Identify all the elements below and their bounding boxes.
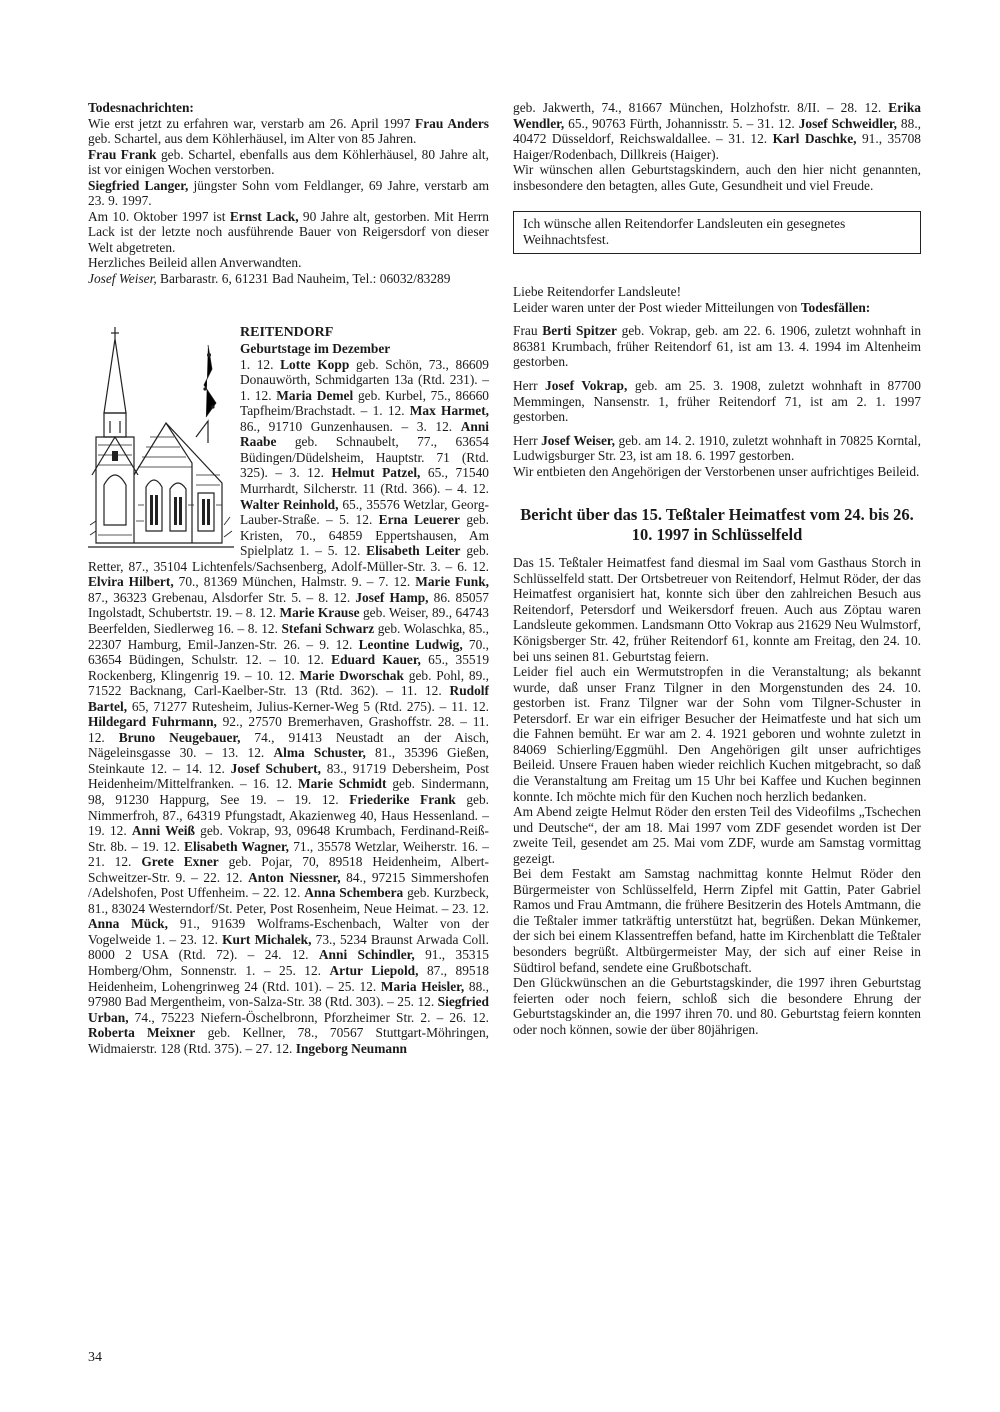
birthday-date: 1. 12.: [240, 387, 277, 403]
left-column: [88, 100, 489, 1056]
birthday-rest: 65, 71277 Rutesheim, Julius-Kerner-Weg 5 (Rtd. 275). –: [127, 698, 452, 714]
birthday-date: 3. 12.: [289, 465, 332, 481]
sympathy-line: Wir entbieten den Angehörigen der Verstorbenen unser aufrichtiges Beileid.: [513, 463, 920, 479]
birthday-name: Marie Schmidt: [297, 776, 387, 792]
birthday-date: 11. 12.: [451, 698, 490, 714]
birthday-rest: geb. Sindermann, 98, 91230 Happurg, See 19. –: [88, 776, 489, 807]
birthday-name: Artur Liepold,: [329, 962, 419, 978]
report-paragraph-1: Das 15. Teßtaler Heimatfest fand diesmal im Saal vom Gasthaus Storch in Schlüsselfeld statt. Der Ortsbetreuer von Reitendorf, Helmut Röder, der das Heimatfest organisiert hat, konnte sich über den zahlreichen Besuch aus Reitendorf, Petersdorf und Weikersdorf freuen. Auch aus Zöptau waren Landsleute gekommen. Landsmann Otto Vokrap aus 21629 Neu Wulmstorf, Königsberger Str. 42, früher Reitendorf 61, konnte am Freitag, den 24. 10. bei uns seinen 81. Geburtstag feiern.: [513, 555, 921, 664]
birthday-date: 13. 12.: [221, 745, 274, 761]
birthday-name: Josef Schweidler,: [798, 115, 897, 131]
birthday-date: 28. 12.: [840, 100, 889, 115]
birthday-date: 25. 12.: [279, 962, 330, 978]
death-notice-weiser: Herr Josef Weiser, geb. am 14. 2. 1910, zuletzt wohnhaft in 70825 Korntal, Ludwigsburger Str. 23, ist am 18. 6. 1997 gestorben.: [513, 432, 921, 464]
birthday-name: Rudolf Bartel,: [88, 683, 489, 714]
birthday-name: Stefani Schwarz: [281, 620, 375, 636]
death-notice-frank: Frau Frank geb. Schartel, ebenfalls aus dem Köhlerhäusel, 80 Jahre alt, ist vor einigen Wochen verstorben.: [88, 146, 490, 178]
birthday-name: Anni Weiß: [131, 823, 195, 839]
death-notices-title: Todesnachrichten:: [88, 100, 194, 115]
birthday-name: Walter Reinhold,: [240, 496, 339, 512]
birthday-name: Alma Schuster,: [273, 745, 366, 761]
birthday-date: 5. 12.: [339, 512, 379, 528]
birthday-date: 26. 12.: [449, 1009, 490, 1025]
birthday-date: 19. 12.: [294, 791, 350, 807]
birthday-rest: geb. Kurbel, 75., 86660 Tapfheim/Brachstadt. –: [240, 387, 489, 419]
birthday-date: 5. 12.: [327, 543, 367, 559]
birthday-name: Elisabeth Wagner,: [184, 838, 290, 854]
birthday-date: 23. 12.: [451, 900, 489, 916]
birthday-name: Roberta Meixner: [88, 1025, 196, 1041]
birthday-rest: geb. Nimmerfroh, 87., 64319 Pfungstadt, Akazienweg 40, Haus Hessenland. –: [88, 791, 490, 823]
birthday-rest: geb. Pohl, 89., 71522 Backnang, Carl-Kaelber-Str. 13 (Rtd. 362). –: [88, 667, 490, 699]
birthday-name: Erika Wendler,: [513, 100, 921, 131]
report-heading: Bericht über das 15. Teßtaler Heimatfest vom 24. bis 26. 10. 1997 in Schlüsselfeld: [520, 505, 914, 545]
birthday-rest: 71., 35578 Wetzlar, Weiherstr. 16. –: [289, 838, 489, 854]
birthday-date: 10. 12.: [256, 667, 300, 683]
birthday-rest: 84., 97215 Simmershofen /Adelshofen, Post Uffenheim. –: [88, 869, 489, 901]
birthday-rest: geb. Vokrap, 93, 09648 Krumbach, Ferdinand-Reiß-Str. 8b. –: [88, 823, 490, 854]
birthday-rest: geb. Kristen, 70., 64859 Eppertshausen, Am Spielplatz 1. –: [240, 512, 490, 559]
birthday-rest: 65., 35519 Rockenberg, Klingenrig 19. –: [88, 652, 490, 683]
birthday-date: 11. 12.: [88, 714, 489, 745]
birthday-date: 6. 12.: [457, 558, 489, 574]
birthday-rest: geb. Retter, 87., 35104 Lichtenfels/Sachsenberg, Adolf-Müller-Str. 3. –: [88, 543, 489, 574]
birthday-date: 8. 12.: [318, 589, 356, 605]
birthday-rest: 88., 40472 Düsseldorf, Reichswaldallee. –: [513, 115, 922, 147]
mail-notice: Leider waren unter der Post wieder Mitteilungen von Todesfällen:: [513, 299, 871, 315]
birthday-name: Leontine Ludwig,: [358, 636, 463, 652]
birthday-name: Friederike Frank: [349, 791, 456, 807]
birthday-date: 25. 12.: [338, 978, 381, 994]
report-paragraph-5: Den Glückwünschen an die Geburtstagskinder, die 1997 ihren Geburtstag feierten oder noch feiern, schloß sich die besondere Ehrung der Geburtstagskinder an, die 1997 ihren 70. und 80. Geburtstag feiern konnten oder noch können, sowie der über 80jährigen.: [513, 975, 921, 1037]
reitendorf-title: REITENDORF: [240, 324, 334, 340]
birthday-rest: geb. Schön, 73., 86609 Donauwörth, Schmidgarten 13a (Rtd. 231). –: [240, 356, 489, 388]
birthday-name: Marie Krause: [279, 605, 360, 621]
birthday-wishes: Wir wünschen allen Geburtstagskindern, auch den hier nicht genannten, insbesondere den betagten, alles Gute, Gesundheit und viel Freude.: [513, 162, 921, 193]
birthday-rest: 73., 5234 Braunst Arwada Coll. 8000 2 USA (Rtd. 72). –: [88, 931, 489, 963]
birthday-date: 10. 12.: [283, 652, 332, 668]
birthday-date: 1. 12.: [372, 403, 410, 419]
birthday-name: Anna Mück,: [88, 916, 168, 932]
birthday-date: 21. 12.: [88, 854, 142, 870]
death-notice-spitzer: Frau Berti Spitzer geb. Vokrap, geb. am 22. 6. 1906, zuletzt wohnhaft in 86381 Krumbach, früher Reitendorf 61, ist am 13. 4. 1994 im Altenheim gestorben.: [513, 323, 922, 370]
birthday-date: 8. 12.: [247, 620, 282, 636]
birthday-name: Maria Demel: [276, 387, 354, 403]
death-notice-vokrap: Herr Josef Vokrap, geb. am 25. 3. 1908, zuletzt wohnhaft in 87700 Memmingen, Nansenstr. 1, früher Reitendorf 71, ist am 2. 1. 1997 gestorben.: [513, 378, 921, 425]
birthday-rest: 87., 36323 Grebenau, Alsdorfer Str. 5. –: [88, 589, 319, 605]
christmas-greeting-box: Ich wünsche allen Reitendorfer Landsleuten ein gesegnetes Weihnachtsfest.: [513, 211, 921, 254]
birthday-rest: geb. Kellner, 78., 70567 Stuttgart-Möhringen, Widmaierstr. 128 (Rtd. 375). –: [88, 1025, 489, 1056]
birthday-date: 1. 12.: [240, 356, 281, 372]
birthday-name: Elisabeth Leiter: [366, 543, 461, 559]
birthday-name: Hildegard Fuhrmann,: [88, 714, 217, 730]
birthday-rest: geb. Kurzbeck, 81., 83024 Westerndorf/St. Peter, Post Rosenheim, Neue Heimat. –: [88, 885, 489, 916]
birthday-rest: 74., 91413 Neustadt an der Aisch, Nägeleinsgasse 30. –: [88, 729, 490, 761]
birthday-rest: geb. Weiser, 89., 64743 Beerfelden, Siedlerweg 16. –: [88, 605, 490, 636]
birthday-date: 16. 12.: [252, 776, 298, 792]
greeting-line: Liebe Reitendorfer Landsleute!: [513, 284, 682, 300]
birthday-date: 7. 12.: [378, 574, 416, 590]
birthday-date: 19. 12.: [142, 838, 185, 854]
birthday-rest: 74., 75223 Niefern-Öschelbronn, Pforzheimer Str. 2. –: [128, 1009, 450, 1025]
birthday-name: Josef Schubert,: [230, 760, 321, 776]
birthday-rest: 88., 97980 Bad Mergentheim, von-Salza-Str. 38 (Rtd. 303). –: [88, 978, 490, 1010]
birthday-name: Lotte Kopp: [280, 356, 350, 372]
right-column: [513, 100, 921, 1037]
birthday-rest: 86., 91710 Gunzenhausen. –: [240, 418, 417, 434]
report-paragraph-4: Bei dem Festakt am Samstag nachmittag konnte Helmut Röder den Bürgermeister von Schlüsselfeld, Herrn Zipfel mit Gattin, Pater Gabriel Ramos und Frau Amtmann, die frühere Besitzerin des Hotels Amtmann, die die Teßtaler immer tatkräftig unterstützt hat, begrüßen. Dekan Münkemer, der sich bei einem Klassentreffen befand, hatte im Kirchenblatt die Teßtaler besonders begrüßt. Altbürgermeister May, der sich auf einer Reise in Südtirol befand, sendete eine Grußbotschaft.: [513, 866, 921, 975]
birthday-rest: 91., 35708 Haiger/Rodenbach, Dillkreis (Haiger).: [513, 131, 922, 162]
birthday-name: Bruno Neugebauer,: [118, 729, 241, 745]
birthday-name: Maria Heisler,: [380, 978, 465, 994]
birthday-name: Eduard Kauer,: [331, 652, 421, 668]
death-notice-anders: Wie erst jetzt zu erfahren war, verstarb am 26. April 1997 Frau Anders geb. Schartel, aus dem Köhlerhäusel, im Alter von 85 Jahren.: [88, 115, 489, 147]
author-signature: Josef Weiser, Barbarastr. 6, 61231 Bad Nauheim, Tel.: 06032/83289: [88, 271, 451, 287]
birthday-date: 22. 12.: [263, 885, 305, 901]
birthday-date: 25. 12.: [397, 994, 438, 1010]
birthday-date: 4. 12.: [457, 481, 489, 497]
birthday-name: Marie Dworschak: [299, 667, 404, 683]
birthday-name: Anton Niessner,: [248, 869, 341, 885]
birthday-rest: 65., 90763 Fürth, Johannisstr. 5. –: [564, 115, 758, 131]
birthday-list-continued: [513, 100, 921, 162]
condolence-line: Herzliches Beileid allen Anverwandten.: [88, 255, 302, 271]
birthday-date: 24. 12.: [264, 947, 319, 963]
birthday-rest: geb. Jakwerth, 74., 81667 München, Holzhofstr. 8/II. –: [513, 100, 841, 115]
birthday-rest: 91., 35315 Homberg/Ohm, Sonnenstr. 1. –: [88, 947, 489, 978]
birthday-rest: 70., 81369 München, Halmstr. 9. –: [173, 574, 379, 590]
birthday-date: 19. 12.: [88, 823, 132, 839]
birthday-rest: 81., 35396 Gießen, Steinkaute 12. –: [88, 745, 490, 776]
death-notice-lack: Am 10. Oktober 1997 ist Ernst Lack, 90 Jahre alt, gestorben. Mit Herrn Lack ist der letzte noch ausführende Bauer von Reigersdorf von dieser Welt abgetreten.: [88, 208, 489, 255]
birthday-name: Helmut Patzel,: [331, 465, 421, 481]
birthday-date: 3. 12.: [416, 418, 461, 434]
birthday-date: 27. 12.: [255, 1040, 296, 1056]
birthday-date: 31. 12.: [757, 115, 799, 131]
birthday-rest: 91., 91639 Wolframs-Eschenbach, Walter von der Vogelweide 1. –: [88, 916, 489, 947]
birthday-date: 11. 12.: [400, 683, 450, 699]
birthday-name: Karl Daschke,: [772, 131, 857, 147]
birthday-name: Grete Exner: [141, 854, 219, 870]
birthday-rest: geb. Schnaubelt, 77., 63654 Büdingen/Düdelsheim, Hauptstr. 71 (Rtd. 325). –: [240, 434, 489, 481]
birthday-rest: 86. 85057 Ingolstadt, Schubertstr. 19. –: [88, 589, 489, 621]
birthday-rest: 87., 89518 Heidenheim, Lohengrinweg 24 (Rtd. 101). –: [88, 962, 490, 994]
birthday-name: Max Harmet,: [409, 403, 489, 419]
report-paragraph-2: Leider fiel auch ein Wermutstropfen in die Veranstaltung; als bekannt wurde, daß unser Franz Tilgner in den Morgenstunden des 24. 10. gestorben ist. Franz Tilgner war der Sohn vom Tilgner-Schuster in Petersdorf. Er war ein eifriger Besucher der Heimatfeste und hat sich um die Fahnen bemüht. Er war am 2. 4. 1921 geboren und wohnte zuletzt in 84069 Schierling/Eggmühl. Den Angehörigen gilt unser aufrichtiges Beileid. Unsere Frauen haben wieder reichlich Kuchen mitgebracht, so daß die Veranstaltung am Freitag um 15 Uhr bei Kaffee und Kuchen beginnen konnte. Ich möchte mich für den Kuchen noch herzlich bedanken.: [513, 664, 921, 804]
birthday-rest: 65., 71540 Murrhardt, Silcherstr. 11 (Rtd. 366). –: [240, 465, 489, 497]
birthday-name: Josef Hamp,: [355, 589, 429, 605]
birthday-date: 8. 12.: [245, 605, 280, 621]
birthday-rest: 83., 91719 Debersheim, Post Heidenheim/Mittelfranken. –: [88, 760, 490, 792]
birthday-date: 14. 12.: [185, 760, 231, 776]
birthday-name: Kurt Michalek,: [222, 931, 312, 947]
birthday-name: Marie Funk,: [415, 574, 489, 590]
birthday-name: Elvira Hilbert,: [88, 574, 174, 590]
birthday-rest: 65., 35576 Wetzlar, Georg-Lauber-Straße. –: [240, 496, 489, 528]
birthday-date: 31. 12.: [728, 131, 773, 147]
birthday-rest: geb. Wolaschka, 85., 22307 Hamburg, Emil-Janzen-Str. 26. –: [88, 620, 489, 652]
birthday-date: 9. 12.: [319, 636, 359, 652]
birthday-date: 23. 12.: [180, 931, 223, 947]
birthday-name: Anni Raabe: [240, 418, 490, 450]
report-paragraph-3: Am Abend zeigte Helmut Röder den ersten Teil des Videofilms „Tschechen und Deutsche“, der am 18. Mai 1997 vom ZDF gesendet worden ist Der zweite Teil, gesendet am 25. Mai vom ZDF, wurde am Samstag vormittag gezeigt.: [513, 804, 921, 866]
birthday-name: Anni Schindler,: [318, 947, 415, 963]
birthday-rest: geb. Pojar, 70, 89518 Heidenheim, Albert-Schweitzer-Str. 9. –: [88, 854, 489, 885]
birthday-rest: 70., 63654 Büdingen, Schulstr. 12. –: [88, 636, 490, 668]
page-number: 34: [88, 1350, 102, 1365]
church-illustration: [88, 325, 234, 551]
birthday-rest: 92., 27570 Bremerhaven, Grashoffstr. 28. –: [216, 714, 473, 730]
birthday-name: Erna Leuerer: [378, 512, 460, 528]
birthday-name: Siegfried Urban,: [88, 994, 489, 1025]
death-notice-langer: Siegfried Langer, jüngster Sohn vom Feldlanger, 69 Jahre, verstarb am 23. 9. 1997.: [88, 177, 489, 209]
birthday-name: Ingeborg Neumann: [295, 1040, 407, 1056]
birthday-date: 22. 12.: [203, 869, 249, 885]
birthday-name: Anna Schembera: [304, 885, 404, 901]
birthdays-title: Geburtstage im Dezember: [240, 341, 391, 357]
